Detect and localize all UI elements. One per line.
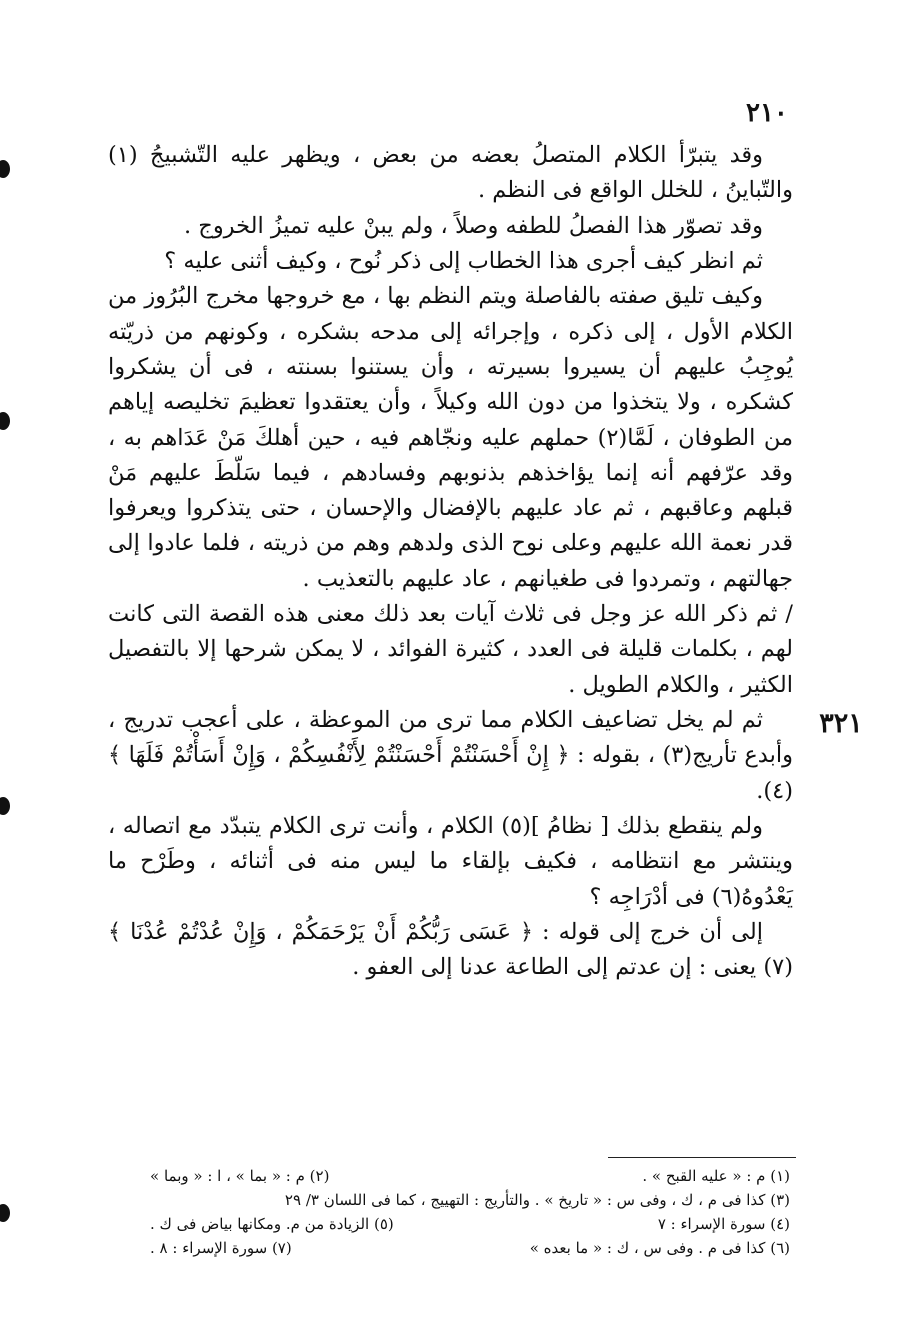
footnote: (٦) كذا فى م . وفى س ، ك : « ما بعده » (529, 1239, 790, 1257)
paragraph: وقد تصوّر هذا الفصلُ للطفه وصلاً ، ولم يبنْ عليه تميزُ الخروج . (183, 212, 763, 239)
binding-hole (0, 160, 10, 178)
footnotes (150, 1164, 790, 1260)
footnote: (٧) سورة الإسراء : ٨ . (150, 1239, 292, 1257)
paragraph: ثم لم يخل تضاعيف الكلام مما ترى من الموعظة ، على أعجب تدريج ، وأبدع تأريج(٣) ، بقوله : ﴿ إِنْ أَحْسَنْتُمْ أَحْسَنْتُمْ لِأَنْفُسِكُمْ ، وَإِنْ أَسَأْتُمْ فَلَهَا ﴾(٤). (108, 707, 793, 804)
paragraph: ثم انظر كيف أجرى هذا الخطاب إلى ذكر نُوح ، وكيف أثنى عليه ؟ (164, 247, 763, 274)
footnote: (٢) م : « بما » ، ا : « وبما » (150, 1167, 330, 1185)
binding-hole (0, 797, 10, 815)
paragraph: إلى أن خرج إلى قوله : ﴿ عَسَى رَبُّكُمْ أَنْ يَرْحَمَكُمْ ، وَإِنْ عُدْتُمْ عُدْنَا ﴾(٧) يعنى : إن عدتم إلى الطاعة عدنا إلى العفو . (108, 918, 793, 981)
footnote-row (150, 1236, 790, 1260)
page-number: ٢١٠ (746, 98, 788, 128)
paragraph: / ثم ذكر الله عز وجل فى ثلاث آيات بعد ذلك معنى هذه القصة التى كانت لهم ، بكلمات قليلة فى العدد ، كثيرة الفوائد ، لا يمكن شرحها إلا بالتفصيل الكثير ، والكلام الطويل . (108, 601, 793, 698)
footnote-row (150, 1188, 790, 1212)
binding-hole (0, 1204, 10, 1222)
footnote: (٥) الزيادة من م. ومكانها بياض فى ك . (150, 1215, 394, 1233)
main-text (108, 138, 793, 986)
footnote-row (150, 1212, 790, 1236)
footnote: (١) م : « عليه القبح » . (642, 1167, 790, 1185)
paragraph: وقد يتبرّأ الكلام المتصلُ بعضه من بعض ، ويظهر عليه التّشبيجُ (١) والتّباينُ ، للخلل الواقع فى النظم . (108, 142, 793, 204)
margin-number: ٣٢١ (819, 708, 863, 739)
binding-hole (0, 412, 10, 430)
paragraph: وكيف تليق صفته بالفاصلة ويتم النظم بها ، مع خروجها مخرج البُرُوز من الكلام الأول ، إلى ذكره ، وإجرائه إلى مدحه بشكره ، وكونهم من ذريّته يُوجِبُ عليهم أن يسيروا بسيرته ، وأن يستنوا بسنته ، فى أن يشكروا كشكره ، ولا يتخذوا من دون الله وكيلاً ، وأن يعتقدوا تعظيمَ تخليصه إياهم من الطوفان ، لَمَّا(٢) حملهم عليه ونجّاهم فيه ، حين أهلكَ مَنْ عَدَاهم به ، وقد عرّفهم أنه إنما يؤاخذهم بذنوبهم وفسادهم ، فيما سَلّطَ عليهم مَنْ قبلهم وعاقبهم ، ثم عاد عليهم بالإفضال والإحسان ، حتى يتذكروا ويعرفوا قدر نعمة الله عليهم وعلى نوح الذى ولدهم وهم من ذريته ، فلما عادوا إلى جهالتهم ، وتمردوا فى طغيانهم ، عاد عليهم بالتعذيب . (108, 283, 793, 592)
paragraph: ولم ينقطع بذلك [ نظامُ ](٥) الكلام ، وأنت ترى الكلام يتبدّد مع اتصاله ، وينتشر مع انتظامه ، فكيف بإلقاء ما ليس منه فى أثنائه ، وطَرْح ما يَعْدُوهُ(٦) فى أدْرَاجِه ؟ (108, 812, 793, 910)
footnote: (٣) كذا فى م ، ك ، وفى س : « تاريخ » . والتأريج : التهييج ، كما فى اللسان ٣/ ٢٩ (284, 1191, 790, 1209)
footnote: (٤) سورة الإسراء : ٧ (657, 1215, 790, 1233)
footnote-row (150, 1164, 790, 1188)
footnote-divider (608, 1157, 796, 1158)
